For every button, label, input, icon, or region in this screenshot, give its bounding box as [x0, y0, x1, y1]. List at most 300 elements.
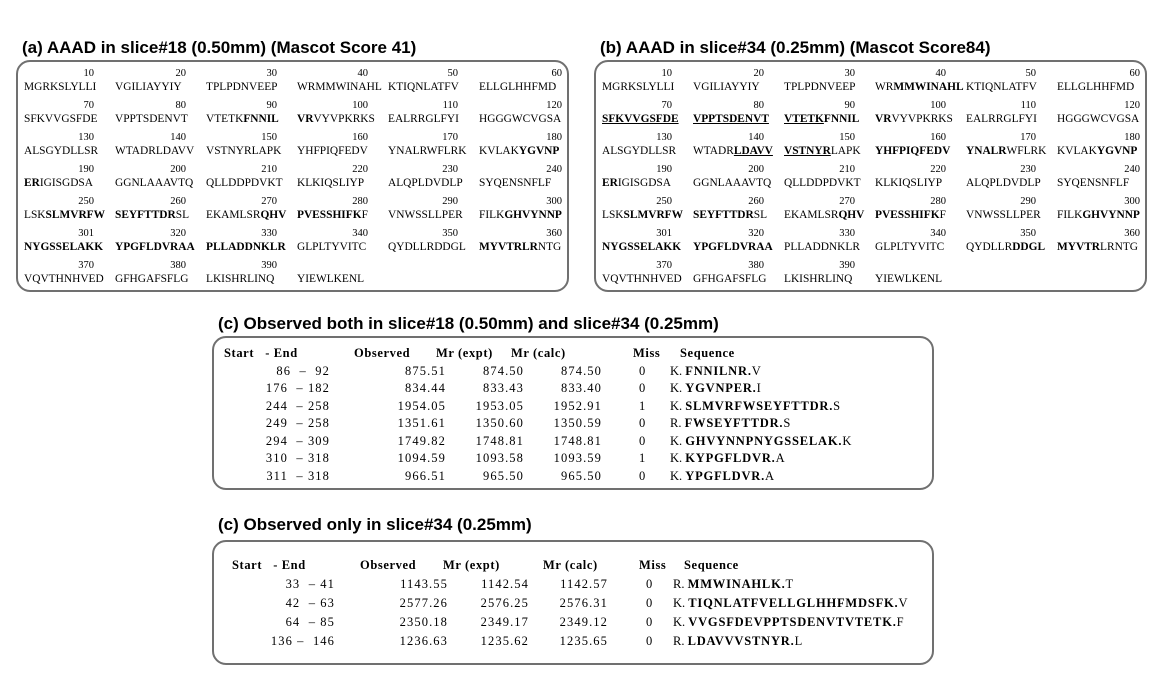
peptide-sequence: YPGFLDVR. — [685, 468, 766, 483]
following-residue: S — [833, 398, 841, 413]
position-number: 160 — [930, 132, 946, 143]
sequence-block — [297, 272, 364, 287]
sequence-block — [206, 176, 283, 191]
sequence-block — [693, 112, 769, 127]
preceding-residue: K. — [673, 615, 689, 629]
residues: ALSGYDLLSR — [24, 145, 99, 157]
start-end-cell: 33 – 41 — [285, 577, 335, 591]
highlighted-residues: SLMVRFW — [45, 209, 106, 221]
sequence-block — [784, 144, 861, 159]
position-number: 100 — [352, 100, 368, 111]
start-end-cell: 136 – 146 — [270, 634, 335, 648]
sequence-block — [115, 208, 189, 223]
position-number: 390 — [261, 260, 277, 271]
sequence-block — [297, 208, 368, 223]
mr-expt-cell: 2349.17 — [480, 615, 529, 629]
preceding-residue: R. — [670, 416, 685, 430]
mr-calc-cell: 1350.59 — [553, 416, 602, 430]
residues: VNWSSLLPER — [388, 209, 463, 221]
highlighted-residues: VPPTSDENVT — [693, 113, 769, 125]
position-number: 100 — [930, 100, 946, 111]
position-number: 250 — [656, 196, 672, 207]
residues: VGILIAYYIY — [115, 81, 182, 93]
sequence-block — [388, 144, 466, 159]
position-number: 320 — [748, 228, 764, 239]
sequence-block — [388, 112, 459, 127]
highlighted-residues: GHVYNNP — [1082, 209, 1140, 221]
mr-calc-cell: 1235.65 — [559, 634, 608, 648]
start-end-cell: 249 – 258 — [265, 416, 330, 430]
sequence-block — [297, 240, 366, 255]
position-number: 40 — [357, 68, 368, 79]
preceding-residue: K. — [670, 433, 686, 448]
sequence-block — [1057, 176, 1129, 191]
header-start-end: Start - End — [232, 558, 306, 572]
sequence-block — [784, 80, 856, 95]
position-number: 270 — [839, 196, 855, 207]
position-number: 230 — [1020, 164, 1036, 175]
sequence-block — [875, 176, 942, 191]
position-number: 220 — [352, 164, 368, 175]
position-number: 50 — [447, 68, 458, 79]
position-number: 301 — [656, 228, 672, 239]
sequence-block — [479, 144, 559, 159]
position-number: 330 — [839, 228, 855, 239]
sequence-block — [693, 208, 767, 223]
position-number: 300 — [1124, 196, 1140, 207]
sequence-block — [875, 144, 950, 159]
position-number: 380 — [170, 260, 186, 271]
sequence-block — [479, 112, 561, 127]
sequence-block — [602, 176, 671, 191]
header-mr-expt: Mr (expt) — [436, 346, 493, 360]
residues: YHFPIQFEDV — [297, 145, 368, 157]
sequence-block — [875, 240, 944, 255]
mr-expt-cell: 1953.05 — [475, 398, 524, 413]
panel-b-sequence — [596, 62, 1145, 290]
position-number: 40 — [935, 68, 946, 79]
mr-expt-cell: 965.50 — [483, 468, 524, 483]
sequence-row — [18, 260, 567, 292]
sequence-block — [115, 80, 182, 95]
sequence-block — [24, 208, 105, 223]
sequence-block — [875, 208, 946, 223]
highlighted-residues: SFKVVGSFDE — [602, 113, 679, 125]
panel-c1-title: (c) Observed both in slice#18 (0.50mm) and slice#34 (0.25mm) — [218, 314, 719, 333]
preceding-residue: K. — [670, 381, 686, 395]
highlighted-residues: QHV — [838, 209, 865, 221]
highlighted-residues: VR — [875, 113, 892, 125]
residues: PLLADDNKLR — [784, 241, 860, 253]
preceding-residue: K. — [670, 451, 686, 465]
peptide-sequence: FNNILNR. — [685, 363, 752, 378]
mr-expt-cell: 833.43 — [483, 381, 524, 395]
position-number: 30 — [266, 68, 277, 79]
residues: FILK — [479, 209, 505, 221]
peptide-sequence: KYPGFLDVR. — [685, 451, 776, 465]
position-number: 240 — [546, 164, 562, 175]
position-number: 370 — [78, 260, 94, 271]
sequence-block — [875, 80, 964, 95]
residues: YIEWLKENL — [875, 273, 943, 285]
residues: LAPK — [830, 145, 861, 157]
mr-calc-cell: 2576.31 — [559, 596, 608, 610]
sequence-block — [206, 144, 281, 159]
highlighted-residues: LDAVV — [733, 145, 773, 157]
residues: EKAMLSR — [784, 209, 839, 221]
sequence-block — [24, 112, 97, 127]
residues: LRNTG — [1100, 241, 1138, 253]
start-end-cell: 64 – 85 — [285, 615, 335, 629]
residues: NTG — [537, 241, 562, 253]
highlighted-residues: YGVNP — [518, 145, 560, 157]
observed-cell: 834.44 — [405, 381, 446, 395]
position-number: 70 — [83, 100, 94, 111]
sequence-block — [388, 80, 459, 95]
sequence-block — [602, 208, 683, 223]
residues: SYQENSNFLF — [479, 177, 552, 189]
position-number: 210 — [839, 164, 855, 175]
highlighted-residues: FNNIL — [823, 113, 860, 125]
miss-cell: 0 — [646, 577, 653, 591]
start-end-cell: 42 – 63 — [285, 596, 335, 610]
position-number: 190 — [78, 164, 94, 175]
residues: GLPLTYVITC — [297, 241, 367, 253]
position-number: 120 — [546, 100, 562, 111]
sequence-block — [966, 176, 1041, 191]
mr-expt-cell: 1748.81 — [475, 433, 524, 448]
mr-expt-cell: 2576.25 — [480, 596, 529, 610]
following-residue: T — [785, 577, 794, 591]
residues: QYDLLR — [966, 241, 1013, 253]
position-number: 350 — [442, 228, 458, 239]
position-number: 140 — [170, 132, 186, 143]
residues: SL — [175, 209, 190, 221]
position-number: 130 — [78, 132, 94, 143]
residues: EKAMLSR — [206, 209, 261, 221]
residues: ALQPLDVDLP — [388, 177, 463, 189]
following-residue: A — [775, 451, 785, 465]
residues: SL — [753, 209, 768, 221]
residues: QLLDDPDVKT — [206, 177, 283, 189]
sequence-block — [966, 240, 1045, 255]
residues: VPPTSDENVT — [115, 113, 188, 125]
residues: WR — [875, 81, 894, 93]
sequence-block — [388, 240, 466, 255]
residues: YNALRWFLRK — [388, 145, 467, 157]
residues: VQVTHNHVED — [24, 273, 104, 285]
residues: LKISHRLINQ — [206, 273, 275, 285]
highlighted-residues: VTETK — [784, 113, 824, 125]
header-start-end: Start - End — [224, 346, 298, 360]
start-end-cell: 311 – 318 — [266, 468, 330, 483]
preceding-residue: K. — [670, 468, 686, 483]
residues: VYVPKRKS — [313, 113, 375, 125]
sequence-row — [596, 196, 1145, 228]
highlighted-residues: SLMVRFW — [623, 209, 684, 221]
sequence-block — [1057, 240, 1138, 255]
residues: SYQENSNFLF — [1057, 177, 1130, 189]
position-number: 20 — [753, 68, 764, 79]
start-end-cell: 310 – 318 — [265, 451, 330, 465]
panel-c1-box — [212, 336, 934, 490]
residues: GGNLAAAVTQ — [115, 177, 194, 189]
sequence-block — [693, 144, 773, 159]
following-residue: V — [898, 596, 908, 610]
observed-cell: 2350.18 — [399, 615, 448, 629]
peptide-sequence-cell — [670, 468, 774, 484]
highlighted-residues: SEYFTTDR — [693, 209, 754, 221]
position-number: 140 — [748, 132, 764, 143]
start-end-cell: 294 – 309 — [265, 433, 330, 448]
start-end-cell: 244 – 258 — [265, 398, 330, 413]
sequence-block — [1057, 112, 1139, 127]
miss-cell: 1 — [639, 451, 646, 465]
preceding-residue: K. — [670, 398, 686, 413]
residues: KTIQNLATFV — [388, 81, 459, 93]
sequence-block — [297, 176, 364, 191]
panel-c2-title: (c) Observed only in slice#34 (0.25mm) — [218, 515, 532, 534]
highlighted-residues: ER — [602, 177, 618, 189]
following-residue: I — [756, 381, 761, 395]
sequence-block — [479, 208, 562, 223]
residues: IGISGDSA — [617, 177, 671, 189]
observed-cell: 2577.26 — [399, 596, 448, 610]
following-residue: S — [783, 416, 791, 430]
header-miss: Miss — [639, 558, 667, 572]
peptide-sequence: SLMVRFWSEYFTTDR. — [685, 398, 834, 413]
sequence-block — [693, 272, 766, 287]
position-number: 170 — [1020, 132, 1036, 143]
residues: VNWSSLLPER — [966, 209, 1041, 221]
sequence-block — [24, 272, 104, 287]
sequence-block — [479, 80, 556, 95]
sequence-row — [596, 164, 1145, 196]
position-number: 300 — [546, 196, 562, 207]
mr-calc-cell: 1142.57 — [560, 577, 608, 591]
sequence-block — [966, 112, 1037, 127]
position-number: 340 — [930, 228, 946, 239]
panel-a-title: (a) AAAD in slice#18 (0.50mm) (Mascot Score 41) — [22, 38, 417, 57]
miss-cell: 0 — [639, 416, 646, 430]
position-number: 250 — [78, 196, 94, 207]
mr-calc-cell: 1748.81 — [553, 433, 602, 448]
position-number: 350 — [1020, 228, 1036, 239]
sequence-block — [784, 112, 859, 127]
panel-c2-table — [214, 542, 932, 663]
residues: MGRKSLYLLI — [24, 81, 97, 93]
position-number: 260 — [748, 196, 764, 207]
highlighted-residues: NYGSSELAKK — [24, 241, 104, 253]
sequence-block — [784, 208, 864, 223]
highlighted-residues: PLLADDNKLR — [206, 241, 286, 253]
residues: LSK — [602, 209, 624, 221]
highlighted-residues: NYGSSELAKK — [602, 241, 682, 253]
sequence-block — [693, 80, 760, 95]
following-residue: A — [765, 468, 775, 483]
miss-cell: 0 — [646, 615, 653, 629]
mr-calc-cell: 965.50 — [561, 468, 602, 483]
residues: HGGGWCVGSA — [1057, 113, 1140, 125]
residues: KLKIQSLIYP — [875, 177, 943, 189]
following-residue: K — [842, 433, 852, 448]
sequence-block — [875, 112, 953, 127]
miss-cell: 0 — [646, 634, 653, 648]
residues: WTADRLDAVV — [115, 145, 195, 157]
position-number: 30 — [844, 68, 855, 79]
highlighted-residues: MYVTRLR — [479, 241, 538, 253]
position-number: 50 — [1025, 68, 1036, 79]
sequence-block — [602, 112, 679, 127]
observed-cell: 966.51 — [405, 468, 446, 483]
panel-a-box — [16, 60, 569, 292]
position-number: 60 — [1129, 68, 1140, 79]
residues: TPLPDNVEEP — [206, 81, 278, 93]
header-mr-calc: Mr (calc) — [543, 558, 598, 572]
position-number: 180 — [546, 132, 562, 143]
peptide-sequence: GHVYNNPNYGSSELAK. — [685, 433, 843, 448]
highlighted-residues: PVESSHIFK — [297, 209, 362, 221]
highlighted-residues: FNNIL — [243, 113, 279, 125]
position-number: 80 — [175, 100, 186, 111]
sequence-block — [388, 208, 463, 223]
position-number: 360 — [546, 228, 562, 239]
residues: WTADR — [693, 145, 734, 157]
header-observed: Observed — [354, 346, 411, 360]
highlighted-residues: VR — [297, 113, 314, 125]
position-number: 260 — [170, 196, 186, 207]
position-number: 270 — [261, 196, 277, 207]
residues: KLKIQSLIYP — [297, 177, 365, 189]
highlighted-residues: SEYFTTDR — [115, 209, 176, 221]
position-number: 320 — [170, 228, 186, 239]
sequence-block — [115, 240, 195, 255]
residues: LSK — [24, 209, 46, 221]
residues: ELLGLHHFMD — [479, 81, 557, 93]
peptide-sequence: YGVNPER. — [685, 381, 757, 395]
residues: GLPLTYVITC — [875, 241, 945, 253]
position-number: 70 — [661, 100, 672, 111]
sequence-block — [297, 144, 368, 159]
residues: HGGGWCVGSA — [479, 113, 562, 125]
position-number: 180 — [1124, 132, 1140, 143]
residues: GGNLAAAVTQ — [693, 177, 772, 189]
mr-calc-cell: 874.50 — [561, 363, 602, 378]
mr-expt-cell: 1093.58 — [475, 451, 524, 465]
sequence-row — [596, 68, 1145, 100]
peptide-sequence-cell — [673, 633, 802, 649]
residues: VSTNYRLAPK — [206, 145, 282, 157]
residues: EALRRGLFYI — [966, 113, 1037, 125]
sequence-block — [966, 208, 1041, 223]
sequence-block — [602, 80, 674, 95]
position-number: 110 — [442, 100, 458, 111]
residues: FILK — [1057, 209, 1083, 221]
position-number: 110 — [1020, 100, 1036, 111]
sequence-block — [24, 80, 96, 95]
residues: VGILIAYYIY — [693, 81, 760, 93]
position-number: 130 — [656, 132, 672, 143]
peptide-sequence: VVGSFDEVPPTSDENVTVTETK. — [688, 615, 897, 629]
residues: GFHGAFSFLG — [115, 273, 189, 285]
sequence-block — [115, 112, 188, 127]
position-number: 240 — [1124, 164, 1140, 175]
peptide-sequence: MMWINAHLK. — [687, 577, 786, 591]
residues: TPLPDNVEEP — [784, 81, 856, 93]
sequence-block — [115, 272, 188, 287]
mr-expt-cell: 874.50 — [483, 363, 524, 378]
position-number: 280 — [352, 196, 368, 207]
position-number: 150 — [839, 132, 855, 143]
residues: KVLAK — [479, 145, 519, 157]
residues: F — [939, 209, 946, 221]
mr-expt-cell: 1350.60 — [475, 416, 524, 430]
position-number: 390 — [839, 260, 855, 271]
position-number: 90 — [844, 100, 855, 111]
header-miss: Miss — [633, 346, 661, 360]
sequence-block — [388, 176, 463, 191]
position-number: 170 — [442, 132, 458, 143]
sequence-block — [784, 272, 852, 287]
sequence-block — [784, 240, 860, 255]
sequence-block — [1057, 80, 1134, 95]
highlighted-residues: MMWINAHL — [893, 81, 964, 93]
sequence-block — [24, 176, 93, 191]
position-number: 301 — [78, 228, 94, 239]
residues: QLLDDPDVKT — [784, 177, 861, 189]
residues: ELLGLHHFMD — [1057, 81, 1135, 93]
header-mr-expt: Mr (expt) — [443, 558, 500, 572]
header-sequence: Sequence — [684, 558, 739, 572]
highlighted-residues: QHV — [260, 209, 287, 221]
residues: GFHGAFSFLG — [693, 273, 767, 285]
peptide-sequence: LDAVVVSTNYR. — [687, 634, 795, 648]
sequence-row — [596, 132, 1145, 164]
table-row — [214, 542, 932, 663]
position-number: 290 — [1020, 196, 1036, 207]
sequence-row — [18, 132, 567, 164]
sequence-block — [206, 272, 274, 287]
start-end-cell: 86 – 92 — [276, 363, 330, 378]
following-residue: F — [896, 615, 904, 629]
mr-calc-cell: 833.40 — [561, 381, 602, 395]
position-number: 90 — [266, 100, 277, 111]
sequence-block — [693, 176, 771, 191]
position-number: 200 — [748, 164, 764, 175]
panel-a-sequence — [18, 62, 567, 290]
sequence-block — [1057, 208, 1140, 223]
panel-b-title: (b) AAAD in slice#34 (0.25mm) (Mascot Score84) — [600, 38, 991, 57]
preceding-residue: K. — [670, 363, 686, 378]
position-number: 60 — [551, 68, 562, 79]
sequence-row — [18, 68, 567, 100]
position-number: 210 — [261, 164, 277, 175]
position-number: 330 — [261, 228, 277, 239]
sequence-block — [1057, 144, 1137, 159]
sequence-block — [115, 176, 193, 191]
residues: WFLRK — [1006, 145, 1047, 157]
position-number: 220 — [930, 164, 946, 175]
residues: F — [361, 209, 368, 221]
residues: WRMMWINAHL — [297, 81, 382, 93]
residues: KVLAK — [1057, 145, 1097, 157]
observed-cell: 1749.82 — [397, 433, 446, 448]
sequence-block — [206, 240, 286, 255]
observed-cell: 1351.61 — [397, 416, 446, 430]
position-number: 370 — [656, 260, 672, 271]
sequence-row — [18, 228, 567, 260]
observed-cell: 1236.63 — [399, 634, 448, 648]
